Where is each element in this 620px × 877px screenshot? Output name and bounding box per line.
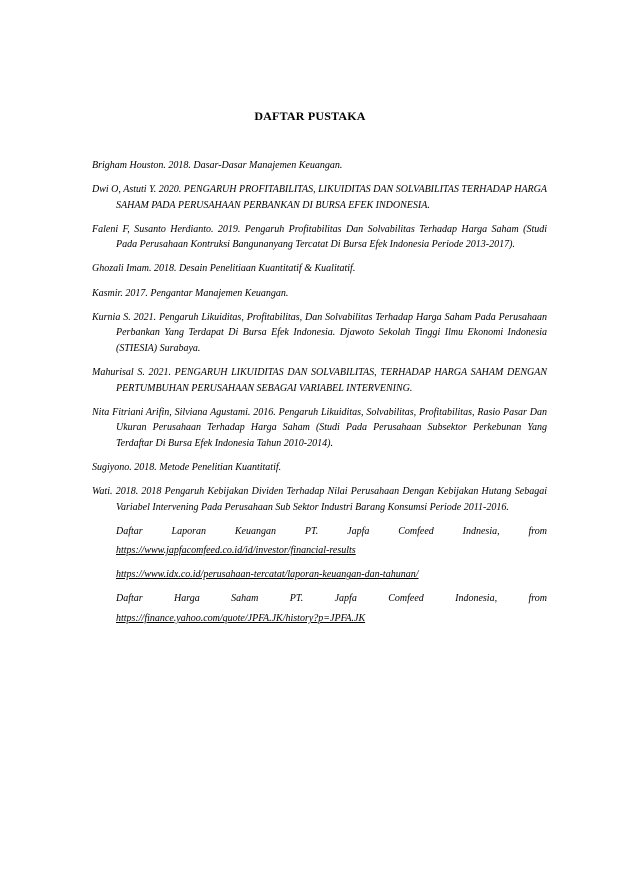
- web-source-text: Daftar Laporan Keuangan PT. Japfa Comfeed Indnesia, from: [116, 525, 547, 537]
- yahoo-finance-link[interactable]: https://finance.yahoo.com/quote/JPFA.JK/history?p=JPFA.JK: [116, 613, 366, 625]
- web-source-japfa-financial: [92, 524, 547, 540]
- idx-link[interactable]: https://www.idx.co.id/perusahaan-tercatat/laporan-keuangan-dan-tahunan/: [116, 569, 419, 581]
- web-source-yahoo: [92, 591, 547, 607]
- reference-entry: Dwi O, Astuti Y. 2020. PENGARUH PROFITABILITAS, LIKUIDITAS DAN SOLVABILITAS TERHADAP HARGA SAHAM PADA PERUSAHAAN PERBANKAN DI BURSA EFEK INDONESIA.: [92, 184, 547, 211]
- reference-entry: Faleni F, Susanto Herdianto. 2019. Pengaruh Profitabilitas Dan Solvabilitas Terhadap Harga Saham (Studi Pada Perusahaan Kontruksi Bangunanyang Tercatat Di Bursa Efek Indonesia Periode 2013-2017).: [92, 223, 547, 251]
- reference-entry: Sugiyono. 2018. Metode Penelitian Kuantitatif.: [92, 461, 282, 473]
- page-title: DAFTAR PUSTAKA: [254, 109, 366, 123]
- web-source-text: Daftar Harga Saham PT. Japfa Comfeed Indonesia, from: [116, 593, 547, 605]
- reference-entry: Kurnia S. 2021. Pengaruh Likuiditas, Profitabilitas, Dan Solvabilitas Terhadap Harga Saham Pada Perusahaan Perbankan Yang Terdapat Di Bursa Efek Indonesia. Djawoto Sekolah Tinggi Ilmu Ekonomi Indonesia (STIESIA) Surabaya.: [92, 311, 547, 354]
- japfa-financial-link[interactable]: https://www.japfacomfeed.co.id/id/investor/financial-results: [116, 545, 356, 557]
- reference-entry: Mahurisal S. 2021. PENGARUH LIKUIDITAS DAN SOLVABILITAS, TERHADAP HARGA SAHAM DENGAN PERTUMBUHAN PERUSAHAAN SEBAGAI VARIABEL INTERVENING.: [92, 366, 547, 394]
- reference-entry: Wati. 2018. 2018 Pengaruh Kebijakan Dividen Terhadap Nilai Perusahaan Dengan Kebijakan Hutang Sebagai Variabel Intervening Pada Perusahaan Sub Sektor Industri Barang Konsumsi Periode 2011-2016.: [92, 486, 547, 513]
- reference-entry: Kasmir. 2017. Pengantar Manajemen Keuangan.: [92, 287, 289, 299]
- reference-entry: Brigham Houston. 2018. Dasar-Dasar Manajemen Keuangan.: [92, 160, 343, 171]
- web-source-yahoo-link-row: [92, 611, 547, 627]
- web-source-japfa-financial-link-row: [92, 543, 547, 559]
- web-source-idx: [92, 567, 547, 583]
- reference-entry: Nita Fitriani Arifin, Silviana Agustami. 2016. Pengaruh Likuiditas, Solvabilitas, Profitabilitas, Rasio Pasar Dan Ukuran Perusahaan Terhadap Harga Saham (Studi Pada Perusahaan Subsektor Perkebunan Yang Terdaftar Di Bursa Efek Indonesia Tahun 2010-2014).: [92, 406, 547, 449]
- reference-entry: Ghozali Imam. 2018. Desain Penelitiaan Kuantitatif & Kualitatif.: [92, 263, 356, 275]
- reference-list: [92, 158, 547, 635]
